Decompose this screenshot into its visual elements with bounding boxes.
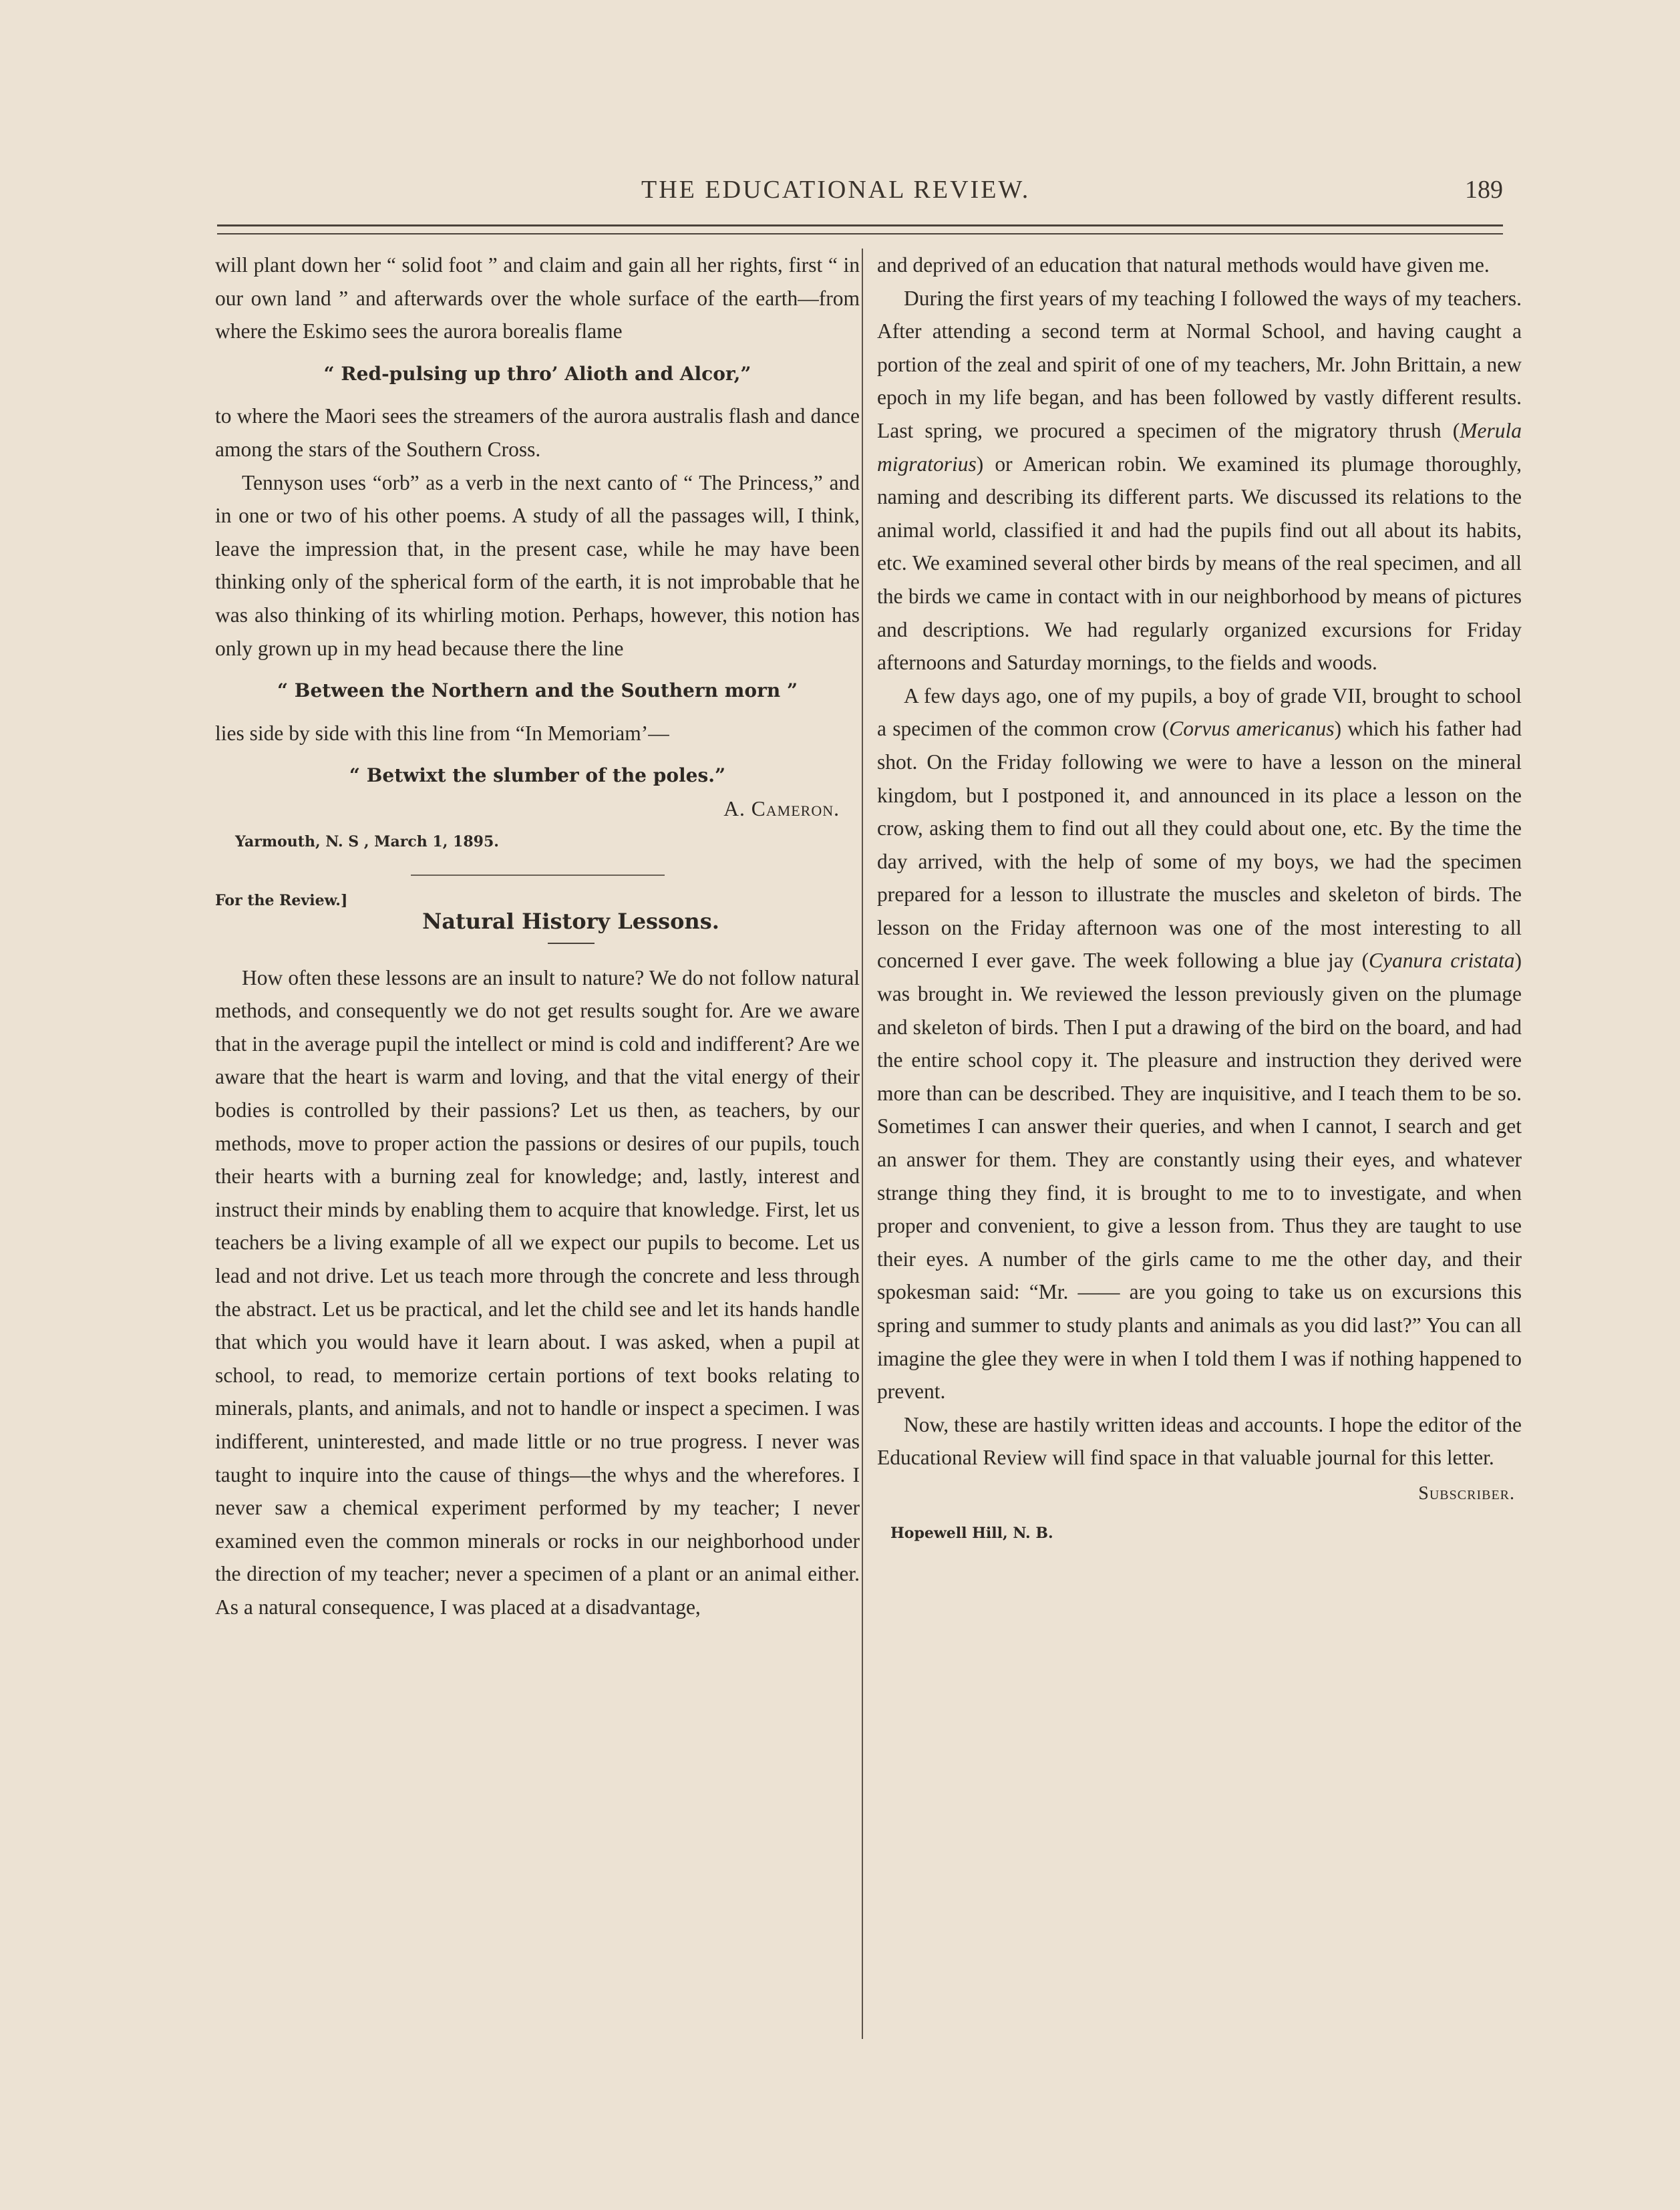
text-run: ) or American robin. We examined its plumage thoroughly, naming and describing its different parts. We discussed its relations to the animal world, classified it and had the pupils find out all about its habits, etc. We examined several other birds by means of the real specimen, and all the birds we came in contact with in our neighborhood by means of pictures and descriptions. We had regularly organized excursions for Friday afternoons and Saturday mornings, to the fields and woods. [877, 452, 1522, 675]
place-line: Hopewell Hill, N. B. [890, 1524, 1053, 1542]
page-number: 189 [1465, 176, 1503, 204]
latin-name: Merula migratorius [877, 418, 1522, 476]
paragraph: Tennyson uses “orb” as a verb in the next canto of “ The Princess,” and in one or two of his other poems. A study of all the passages will, I think, leave the impression that, in the present case, while he may have been thinking only of the spherical form of the earth, it is not improbable that he was also thinking of its whirling motion. Perhaps, however, this notion has only grown up in my head because there the line [215, 470, 860, 660]
paragraph: Now, these are hastily written ideas and accounts. I hope the editor of the Educational Review will find space in that valuable journal for this letter. [877, 1412, 1522, 1470]
verse-quote: “ Between the Northern and the Southern morn ” [277, 679, 798, 702]
section-divider [411, 875, 665, 876]
author-signoff: Subscriber. [1418, 1482, 1515, 1504]
dateline: Yarmouth, N. S , March 1, 1895. [235, 832, 499, 850]
text-run: ) which his father had shot. On the Friday following we were to have a lesson on the mineral kingdom, but I postponed it, and announced in its place a lesson on the crow, asking them to find out all they could about one, etc. By the time the day arrived, with the help of some of my boys, we had the specimen prepared for a lesson to illustrate the muscles and skeleton of birds. The lesson on the Friday afternoon was one of the most interesting to all concerned I ever gave. The week following a blue jay ( [877, 717, 1522, 973]
running-head: THE EDUCATIONAL REVIEW. [641, 176, 1031, 204]
text-run: During the first years of my teaching I followed the ways of my teachers. After attending a second term at Normal School, and having caught a portion of the zeal and spirit of one of my teachers, Mr. John Brittain, a new epoch in my life began, and has been followed by vastly different results. Last spring, we procured a specimen of the migratory thrush ( [877, 286, 1522, 442]
title-rule [548, 943, 595, 944]
paragraph [877, 679, 1522, 1408]
column-divider [862, 249, 863, 2039]
author-signature: A. Cameron. [723, 796, 840, 820]
latin-name: Cyanura cristata [1368, 949, 1515, 973]
text-run: ) was brought in. We reviewed the lesson previously given on the plumage and skeleton of birds. Then I put a drawing of the bird on the board, and had the entire school copy it. The pleasure and instruction they derived were more than can be described. They are inquisitive, and I teach them to be so. Sometimes I can answer their queries, and when I cannot, I search and get an answer for them. They are constantly using their eyes, and whatever strange thing they find, it is brought to me to to investigate, and when proper and convenient, to give a lesson from. Thus they are taught to use their eyes. A number of the girls came to me the other day, and their spokesman said: “Mr. —— are you going to take us on excursions this spring and summer to study plants and animals as you did last?” You can all imagine the glee they were in when I told them I was if nothing happened to prevent. [877, 949, 1522, 1404]
paragraph: will plant down her “ solid foot ” and claim and gain all her rights, first “ in our own land ” and afterwards over the whole surface of the earth—from where the Eskimo sees the aurora borealis flame [215, 253, 860, 343]
left-column [215, 249, 860, 1624]
paragraph: and deprived of an education that natural methods would have given me. [877, 253, 1490, 277]
right-column [877, 249, 1522, 1550]
paragraph: lies side by side with this line from “In Memoriam’— [215, 721, 669, 745]
paragraph: to where the Maori sees the streamers of the aurora australis flash and dance among the stars of the Southern Cross. [215, 404, 860, 461]
text-run: A few days ago, one of my pupils, a boy of grade VII, brought to school a specimen of the common crow ( [877, 683, 1522, 741]
article-title: Natural History Lessons. [422, 909, 719, 935]
paragraph: How often these lessons are an insult to nature? We do not follow natural methods, and consequently we do not get results sought for. Are we aware that in the average pupil the intellect or mind is cold and indifferent? Are we aware that the heart is warm and loving, and that the vital energy of their bodies is controlled by their passions? Let us then, as teachers, by our methods, move to proper action the passions or desires of our pupils, touch their hearts with a burning zeal for knowledge; and, lastly, interest and instruct their minds by enabling them to acquire that knowledge. First, let us teachers be a living example of all we expect our pupils to become. Let us lead and not drive. Let us teach more through the concrete and less through the abstract. Let us be practical, and let the child see and let its hands handle that which you would have it learn about. I was asked, when a pupil at school, to read, to memorize certain portions of text books relating to minerals, plants, and animals, and not to handle or inspect a specimen. I was indifferent, uninterested, and made little or no true progress. I never was taught to inquire into the cause of things—the whys and the wherefores. I never saw a chemical experiment performed by my teacher; I never examined even the common minerals or rocks in our neighborhood under the direction of my teacher; never a specimen of a plant or an animal either. As a natural consequence, I was placed at a disadvantage, [215, 965, 860, 1619]
header-double-rule [217, 224, 1503, 234]
page-header [214, 175, 1503, 215]
paragraph [877, 282, 1522, 679]
verse-quote: “ Red-pulsing up thro’ Alioth and Alcor,” [323, 362, 751, 385]
latin-name: Corvus americanus [1169, 717, 1335, 741]
verse-quote: “ Betwixt the slumber of the poles.” [349, 764, 726, 787]
for-review-label: For the Review.] [215, 892, 348, 910]
